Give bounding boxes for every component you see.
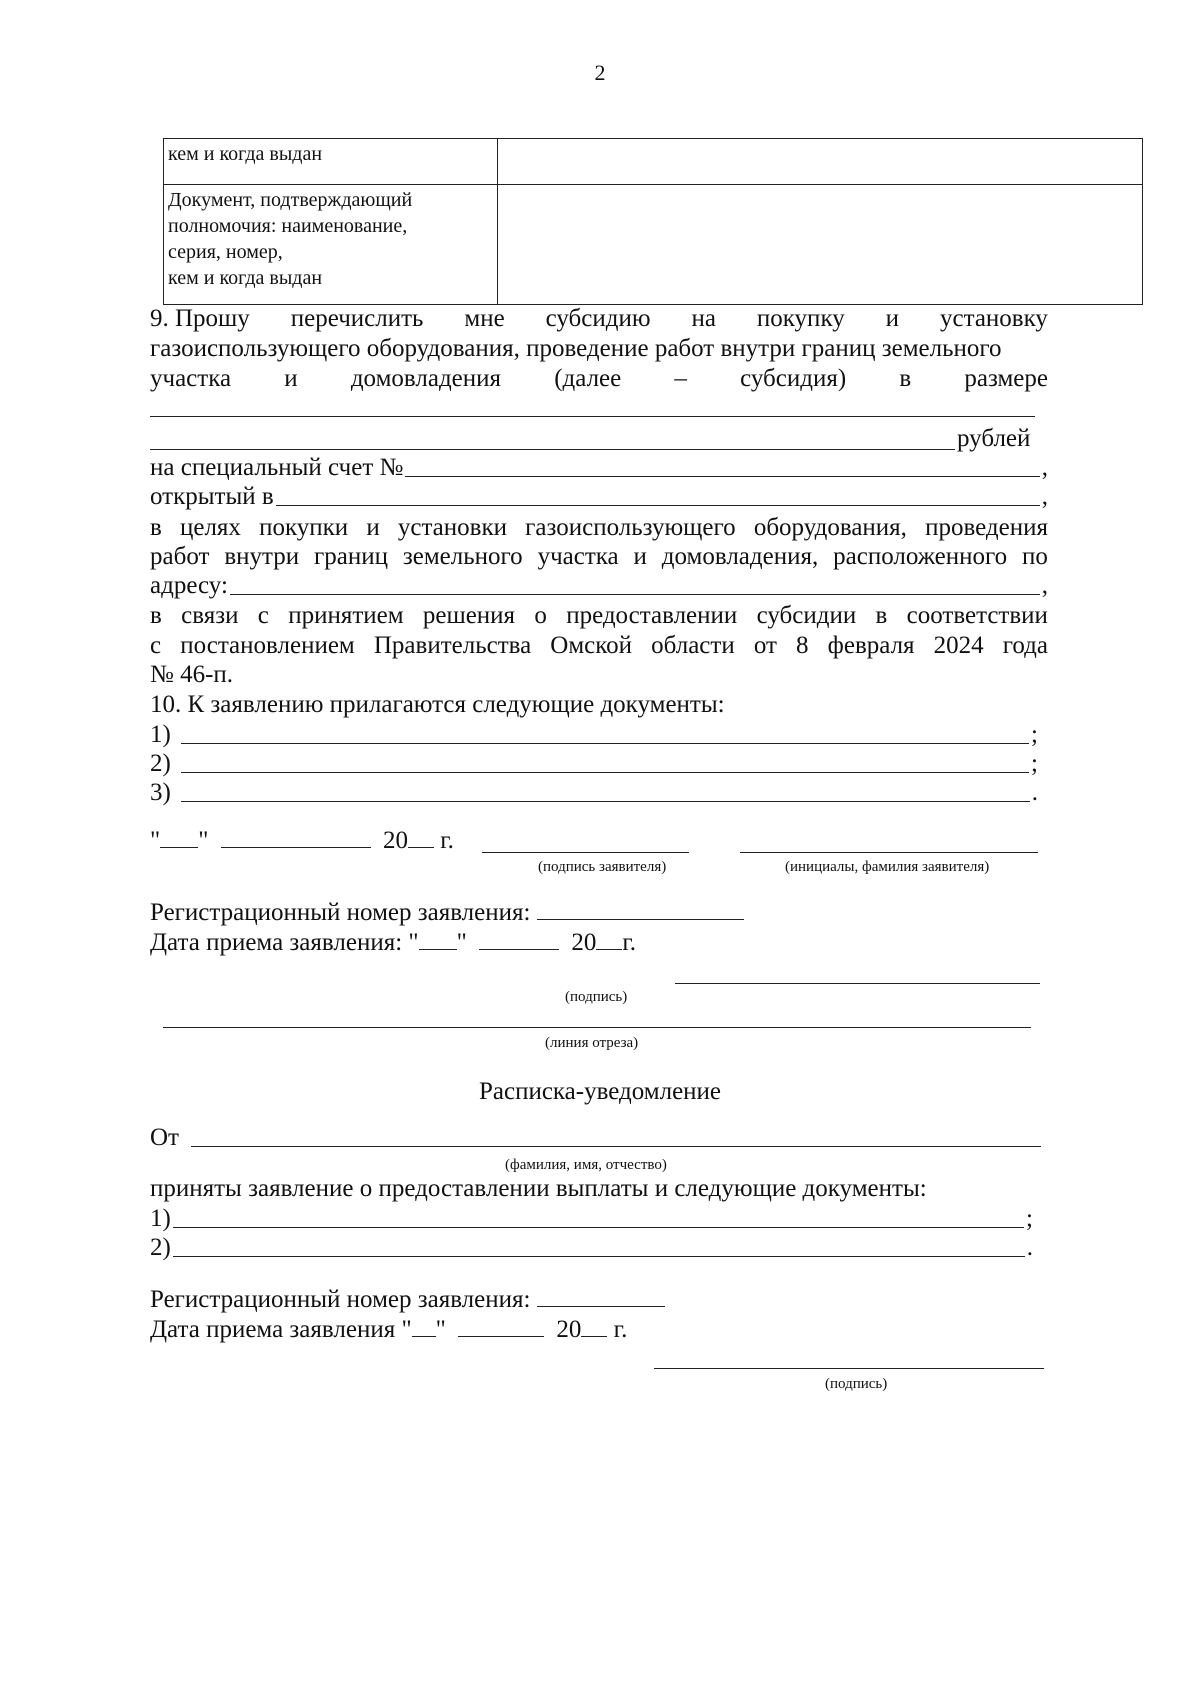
word: покупки — [259, 514, 349, 541]
word: участка — [537, 543, 619, 570]
p9-line2: газоиспользующего оборудования, проведение работ внутри границ земельного — [150, 335, 1002, 362]
word: и — [366, 514, 380, 541]
day-blank — [412, 1335, 436, 1337]
month-blank — [458, 1335, 544, 1337]
receipt-document-row — [150, 1204, 1033, 1234]
receipt-signature-line — [654, 1368, 1044, 1369]
p9-line1 — [150, 304, 1048, 334]
applicant-name-line — [740, 852, 1038, 853]
comma: , — [1041, 454, 1048, 481]
year-suffix: г. — [622, 929, 637, 956]
year-blank — [596, 948, 622, 950]
attachment-blank — [181, 772, 1029, 773]
year-prefix: 20 — [571, 929, 597, 956]
word: связи — [181, 602, 239, 629]
official-signature-caption: (подпись) — [565, 989, 628, 1005]
receipt-item-end: . — [1026, 1234, 1033, 1261]
attachment-blank — [181, 801, 1030, 802]
receipt-item-blank — [173, 1256, 1025, 1257]
word: покупку — [756, 305, 845, 332]
from-label: От — [150, 1124, 179, 1151]
attachment-number: 1) — [150, 721, 171, 748]
attachments-heading: 10. К заявлению прилагаются следующие документы: — [150, 691, 725, 718]
word: соответствии — [906, 602, 1048, 629]
decision-line3: № 46-п. — [150, 661, 234, 688]
attachment-number: 3) — [150, 779, 171, 806]
word: целях — [179, 514, 241, 541]
word: внутри — [224, 543, 300, 570]
amount-blank-line — [150, 416, 1035, 417]
receipt-date-row — [150, 1315, 627, 1345]
authority-label-line: кем и когда выдан — [168, 267, 323, 289]
word: газоиспользующего — [525, 514, 736, 541]
word: по — [1022, 543, 1048, 570]
word: субсидию — [545, 305, 651, 332]
purpose-line2 — [150, 542, 1048, 572]
year-blank — [408, 846, 434, 848]
word: принятием — [288, 602, 404, 629]
word: земельного — [402, 543, 523, 570]
word: размере — [964, 365, 1048, 392]
word: в — [150, 602, 162, 629]
applicant-name-caption: (инициалы, фамилия заявителя) — [785, 859, 990, 875]
official-signature-line — [675, 983, 1040, 984]
applicant-signature-line — [482, 852, 689, 853]
word: постановлением — [180, 632, 355, 659]
quote: " — [150, 827, 161, 854]
rubles-label: рублей — [957, 425, 1031, 452]
word: Омской — [550, 632, 633, 659]
receipt-accepted-text: приняты заявление о предоставлении выплаты и следующие документы: — [150, 1175, 927, 1202]
word: мне — [464, 305, 505, 332]
word: – — [674, 365, 687, 392]
word: установки — [397, 514, 507, 541]
word: области — [651, 632, 735, 659]
attachment-blank — [181, 743, 1029, 744]
year-blank — [581, 1335, 607, 1337]
applicant-document-table — [163, 138, 1143, 305]
table-row-authority-label — [164, 185, 498, 305]
word: в — [150, 514, 162, 541]
word: работ — [150, 543, 210, 570]
table-row-authority-value — [498, 185, 1143, 305]
applicant-signature-caption: (подпись заявителя) — [538, 859, 667, 875]
acceptance-date-label: Дата приема заявления: " — [150, 929, 419, 956]
word: оборудования, — [753, 514, 907, 541]
word: с — [257, 602, 269, 629]
word: домовладения — [350, 365, 502, 392]
registration-number-label: Регистрационный номер заявления: — [150, 1286, 531, 1313]
p9-line3 — [150, 364, 1048, 394]
day-blank — [419, 948, 457, 950]
attachment-row — [150, 778, 1038, 808]
from-blank — [191, 1146, 1041, 1147]
word: 8 — [796, 632, 809, 659]
registration-number-label: Регистрационный номер заявления: — [150, 899, 531, 926]
word: Правительства — [373, 632, 532, 659]
word: участка — [150, 365, 232, 392]
acceptance-date-row — [150, 928, 636, 958]
month-blank — [479, 948, 559, 950]
cut-line-caption: (линия отреза) — [545, 1035, 639, 1051]
word: установку — [940, 305, 1048, 332]
registration-number-blank — [537, 1305, 665, 1307]
cut-line — [163, 1027, 1031, 1028]
decision-line2 — [150, 631, 1048, 661]
word: от — [753, 632, 777, 659]
attachment-number: 2) — [150, 750, 171, 777]
receipt-registration-number-row — [150, 1285, 665, 1315]
application-date — [150, 826, 454, 856]
word: субсидия) — [740, 365, 847, 392]
word: на — [691, 305, 716, 332]
word: решения — [422, 602, 516, 629]
receipt-item-end: ; — [1026, 1205, 1033, 1232]
account-row — [150, 453, 1048, 483]
receipt-item-number: 1) — [150, 1205, 171, 1232]
receipt-document-row — [150, 1233, 1033, 1263]
purpose-line1 — [150, 513, 1048, 543]
authority-label-line: серия, номер, — [168, 241, 283, 263]
word: субсидии — [756, 602, 857, 629]
from-caption: (фамилия, имя, отчество) — [505, 1157, 667, 1173]
address-blank — [230, 594, 1040, 595]
comma: , — [1041, 483, 1048, 510]
receipt-from-row — [150, 1123, 1043, 1153]
authority-label-line: Документ, подтверждающий — [168, 189, 413, 211]
word: о — [534, 602, 547, 629]
word: в — [875, 602, 888, 629]
day-blank — [160, 846, 198, 848]
account-blank — [405, 476, 1039, 477]
registration-number-blank — [537, 918, 744, 920]
word: границ — [314, 543, 388, 570]
table-row-issued-label: кем и когда выдан — [164, 139, 498, 185]
receipt-item-blank — [173, 1227, 1024, 1228]
receipt-signature-caption: (подпись) — [825, 1376, 888, 1392]
word: перечислить — [290, 305, 424, 332]
bank-blank — [276, 505, 1040, 506]
word: и — [284, 365, 298, 392]
quote: " — [456, 929, 467, 956]
year-suffix: г. — [440, 827, 454, 854]
table-row-issued-value — [498, 139, 1143, 185]
quote: " — [435, 1316, 446, 1343]
page-number: 2 — [594, 60, 606, 85]
receipt-item-number: 2) — [150, 1234, 171, 1261]
decision-line1 — [150, 601, 1048, 631]
attachment-end: ; — [1031, 750, 1038, 777]
opened-row — [150, 482, 1048, 512]
quote: " — [198, 827, 209, 854]
attachment-end: ; — [1031, 721, 1038, 748]
attachment-row — [150, 720, 1038, 750]
year-suffix: г. — [613, 1316, 628, 1343]
address-row — [150, 571, 1048, 601]
word: и — [885, 305, 900, 332]
word: предоставлении — [566, 602, 738, 629]
word: проведения — [925, 514, 1048, 541]
acceptance-date-label: Дата приема заявления " — [150, 1316, 412, 1343]
word: домовладения, — [661, 543, 819, 570]
opened-label: открытый в — [150, 483, 274, 510]
year-prefix: 20 — [556, 1316, 582, 1343]
word: с — [150, 632, 162, 659]
word: и — [633, 543, 647, 570]
authority-label-line: полномочия: наименование, — [168, 215, 408, 237]
comma: , — [1041, 572, 1048, 599]
word: расположенного — [833, 543, 1008, 570]
attachment-row — [150, 749, 1038, 779]
word: года — [1002, 632, 1048, 659]
word: (далее — [554, 365, 622, 392]
word: февраля — [827, 632, 915, 659]
registration-number-row — [150, 898, 744, 928]
word: 9. Прошу — [150, 305, 250, 332]
month-blank — [221, 846, 371, 848]
account-label: на специальный счет № — [150, 454, 404, 481]
year-prefix: 20 — [382, 827, 408, 854]
word: 2024 — [933, 632, 984, 659]
receipt-title: Расписка-уведомление — [478, 1078, 722, 1105]
word: в — [899, 365, 912, 392]
attachment-end: . — [1031, 779, 1038, 806]
amount-blank-line-2 — [150, 449, 955, 450]
address-label: адресу: — [150, 572, 228, 599]
